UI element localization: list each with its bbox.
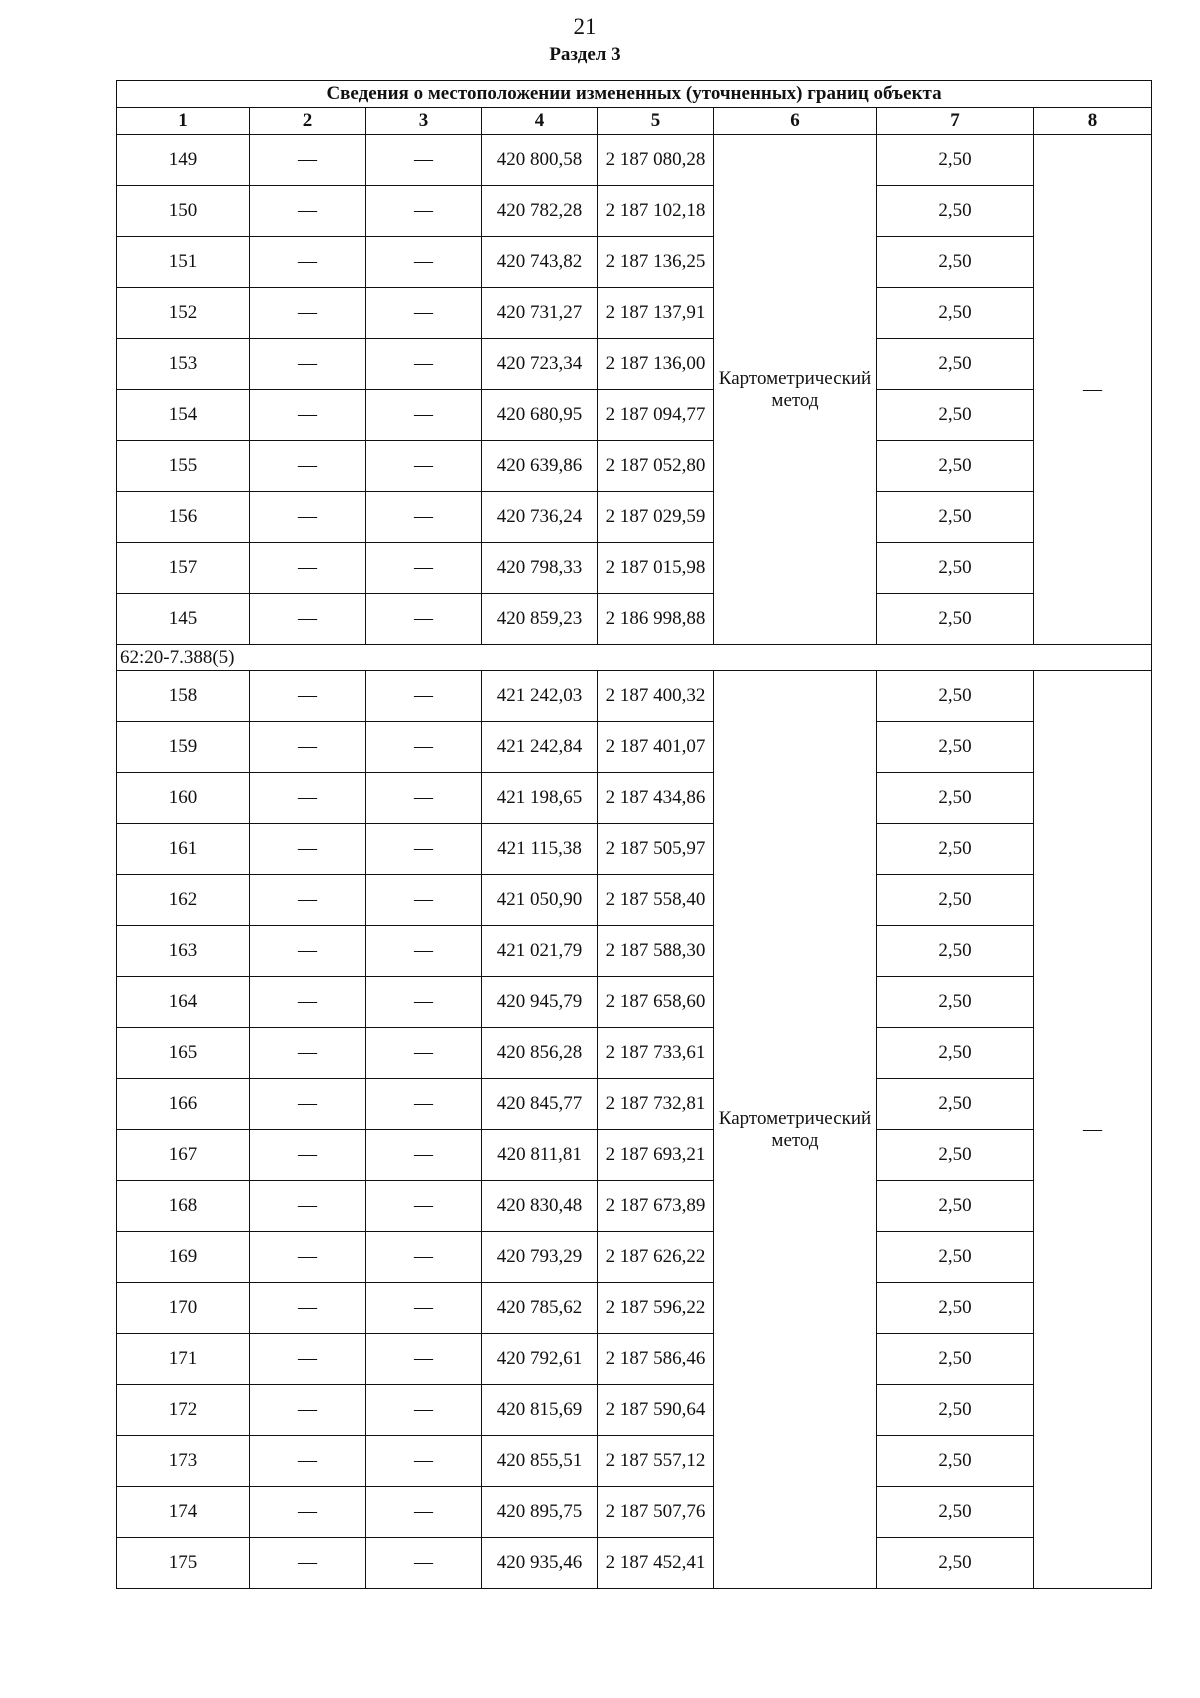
column-3-cell: — bbox=[366, 543, 482, 594]
column-2-cell: — bbox=[250, 390, 366, 441]
x-coordinate-cell: 420 639,86 bbox=[482, 441, 598, 492]
accuracy-cell: 2,50 bbox=[877, 339, 1034, 390]
x-coordinate-cell: 420 856,28 bbox=[482, 1028, 598, 1079]
x-coordinate-cell: 420 785,62 bbox=[482, 1283, 598, 1334]
y-coordinate-cell: 2 187 626,22 bbox=[598, 1232, 714, 1283]
accuracy-cell: 2,50 bbox=[877, 1487, 1034, 1538]
x-coordinate-cell: 420 792,61 bbox=[482, 1334, 598, 1385]
table-row bbox=[117, 926, 1152, 977]
table-row bbox=[117, 773, 1152, 824]
accuracy-cell: 2,50 bbox=[877, 186, 1034, 237]
accuracy-cell: 2,50 bbox=[877, 1181, 1034, 1232]
x-coordinate-cell: 420 895,75 bbox=[482, 1487, 598, 1538]
point-number-cell: 160 bbox=[117, 773, 250, 824]
x-coordinate-cell: 420 798,33 bbox=[482, 543, 598, 594]
note-cell: — bbox=[1034, 135, 1152, 645]
table-row bbox=[117, 288, 1152, 339]
group-label: 62:20-7.388(5) bbox=[117, 645, 1152, 671]
column-2-cell: — bbox=[250, 1538, 366, 1589]
x-coordinate-cell: 421 242,84 bbox=[482, 722, 598, 773]
column-2-cell: — bbox=[250, 339, 366, 390]
table-row bbox=[117, 1028, 1152, 1079]
point-number-cell: 174 bbox=[117, 1487, 250, 1538]
table-row bbox=[117, 492, 1152, 543]
y-coordinate-cell: 2 187 015,98 bbox=[598, 543, 714, 594]
x-coordinate-cell: 421 242,03 bbox=[482, 671, 598, 722]
x-coordinate-cell: 421 115,38 bbox=[482, 824, 598, 875]
y-coordinate-cell: 2 187 136,00 bbox=[598, 339, 714, 390]
table-row bbox=[117, 1487, 1152, 1538]
table-row bbox=[117, 543, 1152, 594]
column-numbers-row bbox=[117, 108, 1152, 135]
table-row bbox=[117, 1334, 1152, 1385]
column-2-cell: — bbox=[250, 288, 366, 339]
accuracy-cell: 2,50 bbox=[877, 926, 1034, 977]
table-row bbox=[117, 135, 1152, 186]
x-coordinate-cell: 420 736,24 bbox=[482, 492, 598, 543]
accuracy-cell: 2,50 bbox=[877, 390, 1034, 441]
x-coordinate-cell: 420 743,82 bbox=[482, 237, 598, 288]
point-number-cell: 168 bbox=[117, 1181, 250, 1232]
point-number-cell: 152 bbox=[117, 288, 250, 339]
y-coordinate-cell: 2 187 658,60 bbox=[598, 977, 714, 1028]
accuracy-cell: 2,50 bbox=[877, 1538, 1034, 1589]
table-row bbox=[117, 722, 1152, 773]
y-coordinate-cell: 2 187 080,28 bbox=[598, 135, 714, 186]
x-coordinate-cell: 420 731,27 bbox=[482, 288, 598, 339]
column-2-cell: — bbox=[250, 722, 366, 773]
column-3-cell: — bbox=[366, 135, 482, 186]
table-row bbox=[117, 1538, 1152, 1589]
accuracy-cell: 2,50 bbox=[877, 594, 1034, 645]
y-coordinate-cell: 2 187 673,89 bbox=[598, 1181, 714, 1232]
accuracy-cell: 2,50 bbox=[877, 1283, 1034, 1334]
column-3-cell: — bbox=[366, 288, 482, 339]
y-coordinate-cell: 2 186 998,88 bbox=[598, 594, 714, 645]
y-coordinate-cell: 2 187 588,30 bbox=[598, 926, 714, 977]
column-number: 7 bbox=[877, 108, 1034, 135]
y-coordinate-cell: 2 187 557,12 bbox=[598, 1436, 714, 1487]
column-2-cell: — bbox=[250, 977, 366, 1028]
column-3-cell: — bbox=[366, 1334, 482, 1385]
column-3-cell: — bbox=[366, 773, 482, 824]
column-3-cell: — bbox=[366, 186, 482, 237]
x-coordinate-cell: 421 198,65 bbox=[482, 773, 598, 824]
note-cell: — bbox=[1034, 671, 1152, 1589]
column-2-cell: — bbox=[250, 594, 366, 645]
table-row bbox=[117, 390, 1152, 441]
x-coordinate-cell: 420 855,51 bbox=[482, 1436, 598, 1487]
column-3-cell: — bbox=[366, 1487, 482, 1538]
column-3-cell: — bbox=[366, 492, 482, 543]
point-number-cell: 155 bbox=[117, 441, 250, 492]
table-row bbox=[117, 1181, 1152, 1232]
y-coordinate-cell: 2 187 586,46 bbox=[598, 1334, 714, 1385]
method-cell: Картометрический метод bbox=[714, 135, 877, 645]
column-3-cell: — bbox=[366, 1283, 482, 1334]
accuracy-cell: 2,50 bbox=[877, 1436, 1034, 1487]
y-coordinate-cell: 2 187 693,21 bbox=[598, 1130, 714, 1181]
column-2-cell: — bbox=[250, 543, 366, 594]
column-2-cell: — bbox=[250, 492, 366, 543]
y-coordinate-cell: 2 187 452,41 bbox=[598, 1538, 714, 1589]
accuracy-cell: 2,50 bbox=[877, 773, 1034, 824]
table-row bbox=[117, 237, 1152, 288]
column-2-cell: — bbox=[250, 773, 366, 824]
column-2-cell: — bbox=[250, 1487, 366, 1538]
column-2-cell: — bbox=[250, 824, 366, 875]
point-number-cell: 156 bbox=[117, 492, 250, 543]
y-coordinate-cell: 2 187 136,25 bbox=[598, 237, 714, 288]
point-number-cell: 154 bbox=[117, 390, 250, 441]
table-row bbox=[117, 977, 1152, 1028]
x-coordinate-cell: 420 945,79 bbox=[482, 977, 598, 1028]
column-2-cell: — bbox=[250, 441, 366, 492]
table-row bbox=[117, 1130, 1152, 1181]
column-2-cell: — bbox=[250, 1232, 366, 1283]
point-number-cell: 158 bbox=[117, 671, 250, 722]
column-2-cell: — bbox=[250, 1283, 366, 1334]
accuracy-cell: 2,50 bbox=[877, 1232, 1034, 1283]
x-coordinate-cell: 420 782,28 bbox=[482, 186, 598, 237]
accuracy-cell: 2,50 bbox=[877, 1028, 1034, 1079]
table-row bbox=[117, 1385, 1152, 1436]
column-2-cell: — bbox=[250, 926, 366, 977]
point-number-cell: 171 bbox=[117, 1334, 250, 1385]
x-coordinate-cell: 421 050,90 bbox=[482, 875, 598, 926]
table-row bbox=[117, 671, 1152, 722]
y-coordinate-cell: 2 187 401,07 bbox=[598, 722, 714, 773]
accuracy-cell: 2,50 bbox=[877, 977, 1034, 1028]
accuracy-cell: 2,50 bbox=[877, 1334, 1034, 1385]
accuracy-cell: 2,50 bbox=[877, 1079, 1034, 1130]
column-number: 3 bbox=[366, 108, 482, 135]
column-number: 4 bbox=[482, 108, 598, 135]
y-coordinate-cell: 2 187 590,64 bbox=[598, 1385, 714, 1436]
point-number-cell: 161 bbox=[117, 824, 250, 875]
y-coordinate-cell: 2 187 400,32 bbox=[598, 671, 714, 722]
point-number-cell: 151 bbox=[117, 237, 250, 288]
column-2-cell: — bbox=[250, 1385, 366, 1436]
point-number-cell: 159 bbox=[117, 722, 250, 773]
point-number-cell: 145 bbox=[117, 594, 250, 645]
accuracy-cell: 2,50 bbox=[877, 492, 1034, 543]
accuracy-cell: 2,50 bbox=[877, 237, 1034, 288]
column-3-cell: — bbox=[366, 671, 482, 722]
point-number-cell: 166 bbox=[117, 1079, 250, 1130]
column-3-cell: — bbox=[366, 594, 482, 645]
y-coordinate-cell: 2 187 505,97 bbox=[598, 824, 714, 875]
y-coordinate-cell: 2 187 052,80 bbox=[598, 441, 714, 492]
x-coordinate-cell: 420 845,77 bbox=[482, 1079, 598, 1130]
x-coordinate-cell: 420 935,46 bbox=[482, 1538, 598, 1589]
column-3-cell: — bbox=[366, 1538, 482, 1589]
column-number: 2 bbox=[250, 108, 366, 135]
accuracy-cell: 2,50 bbox=[877, 441, 1034, 492]
table-row bbox=[117, 1232, 1152, 1283]
column-3-cell: — bbox=[366, 1436, 482, 1487]
x-coordinate-cell: 420 830,48 bbox=[482, 1181, 598, 1232]
column-3-cell: — bbox=[366, 977, 482, 1028]
y-coordinate-cell: 2 187 507,76 bbox=[598, 1487, 714, 1538]
group-label-row bbox=[117, 645, 1152, 671]
x-coordinate-cell: 420 815,69 bbox=[482, 1385, 598, 1436]
column-3-cell: — bbox=[366, 339, 482, 390]
accuracy-cell: 2,50 bbox=[877, 543, 1034, 594]
column-2-cell: — bbox=[250, 1130, 366, 1181]
column-number: 1 bbox=[117, 108, 250, 135]
coordinates-table bbox=[116, 80, 1152, 1589]
column-2-cell: — bbox=[250, 1028, 366, 1079]
point-number-cell: 163 bbox=[117, 926, 250, 977]
point-number-cell: 153 bbox=[117, 339, 250, 390]
accuracy-cell: 2,50 bbox=[877, 288, 1034, 339]
column-2-cell: — bbox=[250, 1436, 366, 1487]
point-number-cell: 150 bbox=[117, 186, 250, 237]
column-2-cell: — bbox=[250, 135, 366, 186]
table-row bbox=[117, 186, 1152, 237]
column-3-cell: — bbox=[366, 441, 482, 492]
y-coordinate-cell: 2 187 137,91 bbox=[598, 288, 714, 339]
y-coordinate-cell: 2 187 102,18 bbox=[598, 186, 714, 237]
column-2-cell: — bbox=[250, 1181, 366, 1232]
x-coordinate-cell: 420 793,29 bbox=[482, 1232, 598, 1283]
y-coordinate-cell: 2 187 558,40 bbox=[598, 875, 714, 926]
table-row bbox=[117, 339, 1152, 390]
column-2-cell: — bbox=[250, 671, 366, 722]
x-coordinate-cell: 420 800,58 bbox=[482, 135, 598, 186]
point-number-cell: 175 bbox=[117, 1538, 250, 1589]
x-coordinate-cell: 420 811,81 bbox=[482, 1130, 598, 1181]
y-coordinate-cell: 2 187 434,86 bbox=[598, 773, 714, 824]
column-3-cell: — bbox=[366, 926, 482, 977]
column-number: 6 bbox=[714, 108, 877, 135]
point-number-cell: 172 bbox=[117, 1385, 250, 1436]
column-3-cell: — bbox=[366, 875, 482, 926]
column-3-cell: — bbox=[366, 1079, 482, 1130]
column-3-cell: — bbox=[366, 824, 482, 875]
point-number-cell: 162 bbox=[117, 875, 250, 926]
y-coordinate-cell: 2 187 733,61 bbox=[598, 1028, 714, 1079]
page-number: 21 bbox=[573, 14, 597, 39]
table-row bbox=[117, 1079, 1152, 1130]
point-number-cell: 167 bbox=[117, 1130, 250, 1181]
point-number-cell: 173 bbox=[117, 1436, 250, 1487]
table-title-row bbox=[117, 81, 1152, 108]
table-row bbox=[117, 1436, 1152, 1487]
accuracy-cell: 2,50 bbox=[877, 824, 1034, 875]
accuracy-cell: 2,50 bbox=[877, 875, 1034, 926]
accuracy-cell: 2,50 bbox=[877, 722, 1034, 773]
x-coordinate-cell: 421 021,79 bbox=[482, 926, 598, 977]
table-row bbox=[117, 594, 1152, 645]
table-row bbox=[117, 824, 1152, 875]
point-number-cell: 170 bbox=[117, 1283, 250, 1334]
column-number: 8 bbox=[1034, 108, 1152, 135]
x-coordinate-cell: 420 859,23 bbox=[482, 594, 598, 645]
y-coordinate-cell: 2 187 094,77 bbox=[598, 390, 714, 441]
column-number: 5 bbox=[598, 108, 714, 135]
y-coordinate-cell: 2 187 029,59 bbox=[598, 492, 714, 543]
column-2-cell: — bbox=[250, 237, 366, 288]
table-title: Сведения о местоположении измененных (уточненных) границ объекта bbox=[117, 81, 1152, 108]
column-3-cell: — bbox=[366, 1130, 482, 1181]
method-cell: Картометрический метод bbox=[714, 671, 877, 1589]
column-3-cell: — bbox=[366, 1232, 482, 1283]
column-2-cell: — bbox=[250, 875, 366, 926]
column-3-cell: — bbox=[366, 722, 482, 773]
x-coordinate-cell: 420 723,34 bbox=[482, 339, 598, 390]
point-number-cell: 165 bbox=[117, 1028, 250, 1079]
y-coordinate-cell: 2 187 732,81 bbox=[598, 1079, 714, 1130]
column-2-cell: — bbox=[250, 1079, 366, 1130]
accuracy-cell: 2,50 bbox=[877, 1130, 1034, 1181]
point-number-cell: 169 bbox=[117, 1232, 250, 1283]
accuracy-cell: 2,50 bbox=[877, 135, 1034, 186]
column-3-cell: — bbox=[366, 237, 482, 288]
section-title: Раздел 3 bbox=[549, 44, 621, 65]
x-coordinate-cell: 420 680,95 bbox=[482, 390, 598, 441]
column-3-cell: — bbox=[366, 1028, 482, 1079]
point-number-cell: 164 bbox=[117, 977, 250, 1028]
accuracy-cell: 2,50 bbox=[877, 671, 1034, 722]
point-number-cell: 149 bbox=[117, 135, 250, 186]
column-2-cell: — bbox=[250, 186, 366, 237]
column-3-cell: — bbox=[366, 390, 482, 441]
column-3-cell: — bbox=[366, 1181, 482, 1232]
column-3-cell: — bbox=[366, 1385, 482, 1436]
table-row bbox=[117, 875, 1152, 926]
y-coordinate-cell: 2 187 596,22 bbox=[598, 1283, 714, 1334]
table-row bbox=[117, 1283, 1152, 1334]
point-number-cell: 157 bbox=[117, 543, 250, 594]
table-body bbox=[117, 81, 1152, 1589]
column-2-cell: — bbox=[250, 1334, 366, 1385]
accuracy-cell: 2,50 bbox=[877, 1385, 1034, 1436]
table-row bbox=[117, 441, 1152, 492]
